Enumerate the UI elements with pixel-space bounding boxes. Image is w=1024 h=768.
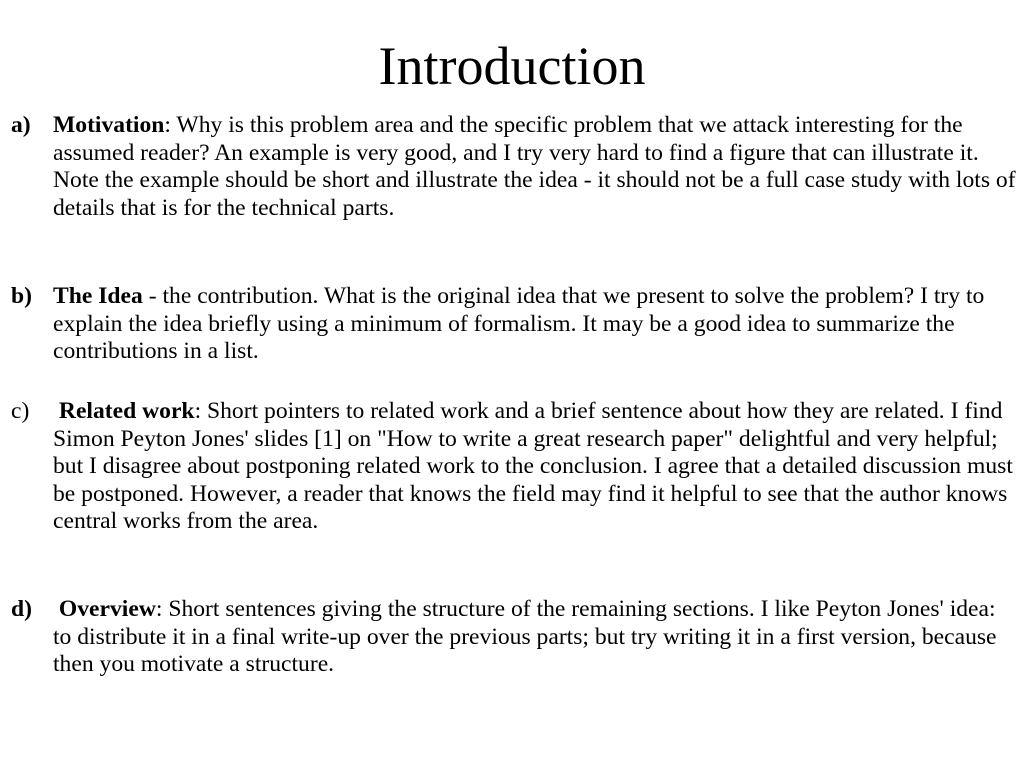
list-item-body [53,112,1016,222]
list-item-text: : Short sentences giving the structure of the remaining sections. I like Peyton Jones' idea: to distribute it in a final write-up over the previous parts; but try writing it in a first version, because then you motivate a structure. [53,596,997,677]
slide-title: Introduction [378,36,646,96]
list-marker: c) [11,398,30,424]
list-item-motivation [11,112,1016,222]
list-item-keyword: The Idea [53,283,143,309]
list-marker: d) [11,596,32,622]
list-item-the-idea [11,283,1016,366]
list-item-overview [11,596,1016,679]
list-item-text: : Why is this problem area and the specific problem that we attack interesting for the assumed reader? An example is very good, and I try very hard to find a figure that can illustrate it. Note the example should be short and illustrate the idea - it should not be a full case study with lots of details that is for the technical parts. [53,112,1016,221]
list-item-body [53,283,1016,366]
list-item-body [53,596,1016,679]
list-item-keyword: Motivation [53,112,165,138]
list-marker: b) [11,283,32,309]
list-item-text: : Short pointers to related work and a brief sentence about how they are related. I find Simon Peyton Jones' slides [1] on "How to write a great research paper" delightful and very helpful; but I disagree about postponing related work to the conclusion. I agree that a detailed discussion must be postponed. However, a reader that knows the field may find it helpful to see that the author knows central works from the area. [53,398,1013,534]
list-item-text: - the contribution. What is the original idea that we present to solve the problem? I try to explain the idea briefly using a minimum of formalism. It may be a good idea to summarize the contributions in a list. [53,283,985,364]
list-item-keyword: Overview [58,596,156,622]
list-marker: a) [11,112,31,138]
list-item-related-work [11,398,1016,536]
list-item-keyword: Related work [58,398,195,424]
list-item-body [53,398,1016,536]
